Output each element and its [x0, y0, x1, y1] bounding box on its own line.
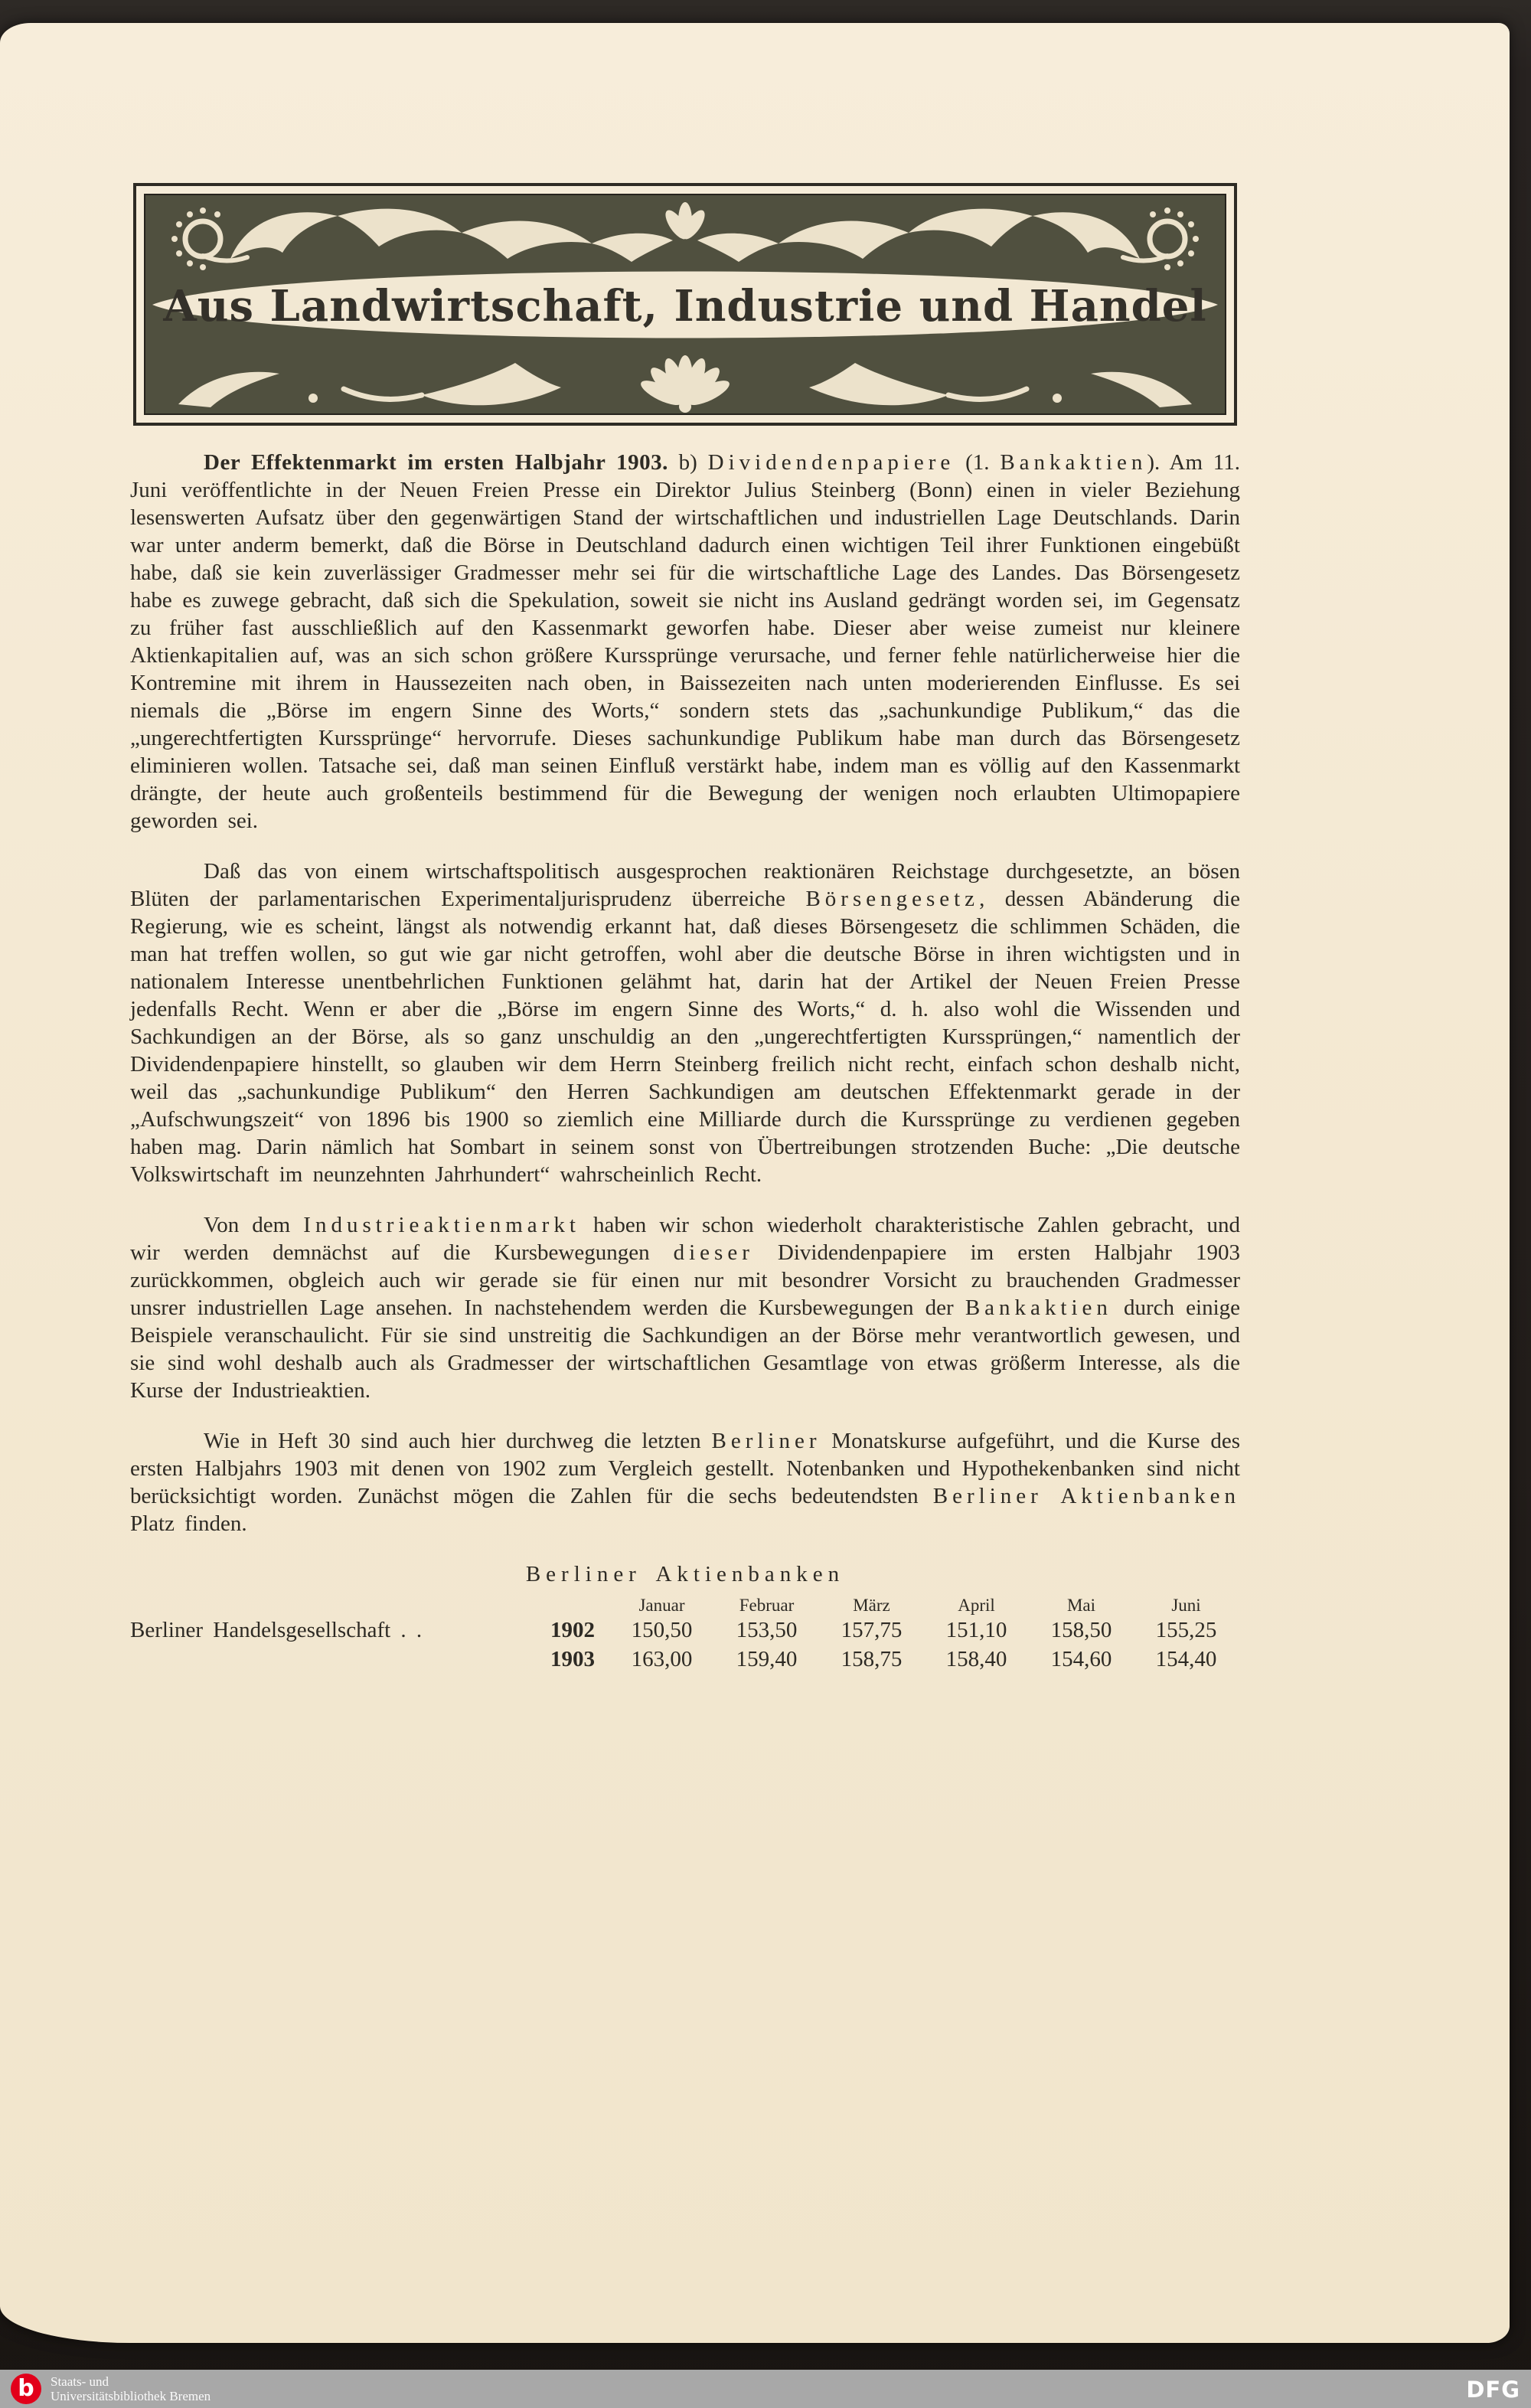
body-text-run: Von dem [204, 1213, 304, 1237]
price-value: 157,75 [841, 1618, 903, 1642]
table-title: Berliner Aktienbanken [525, 1562, 845, 1586]
body-text-run: Wie in Heft 30 sind auch hier durchweg die letzten [204, 1429, 712, 1453]
month-header: März [853, 1596, 890, 1615]
row-bank-name [130, 1645, 536, 1674]
price-value: 153,50 [736, 1618, 798, 1642]
month-header: April [958, 1596, 995, 1615]
paragraph-2 [130, 858, 1240, 1188]
row-year: 1903 [550, 1647, 595, 1671]
body-text-run: haben wir schon wiederholt charakteristische Zahlen gebracht, und wir werden demnächst auf die Kursbewegungen [130, 1213, 1241, 1265]
letterspaced-text: Berliner [711, 1429, 821, 1453]
body-text-run: Platz finden. [130, 1511, 247, 1536]
body-text-run: (1. [955, 450, 1001, 475]
body-text-run: durch einige Beispiele veranschaulicht. Für sie sind unstreitig die Sachkundigen an der Börse mehr verantwortlich gewesen, und sie sind wohl deshalb auch als Gradmesser der wirtschaftlichen Gesamtlage von etwas größerm Interesse, als die Kurse der Industrieaktien. [130, 1295, 1240, 1403]
price-value: 158,40 [945, 1647, 1007, 1671]
letterspaced-text: Bankaktien [965, 1295, 1112, 1320]
body-text-run: Daß das von einem wirtschaftspolitisch ausgesprochen reaktionären Reichstage durchgesetzte, an bösen Blüten der parlamentarischen Experimentaljurisprudenz überreiche [130, 859, 1240, 911]
month-header: Juni [1171, 1596, 1201, 1615]
price-value: 151,10 [945, 1618, 1007, 1642]
row-year: 1902 [550, 1618, 595, 1642]
price-value: 150,50 [631, 1618, 693, 1642]
book-page [0, 23, 1510, 2343]
month-header: Januar [638, 1596, 685, 1615]
price-value: 158,50 [1050, 1618, 1112, 1642]
bold-lead-text: Der Effektenmarkt im ersten Halbjahr 1903. [204, 450, 668, 475]
library-logo [11, 2374, 41, 2404]
price-value: 154,60 [1050, 1647, 1112, 1671]
letterspaced-text: dieser [673, 1240, 754, 1265]
letterspaced-text: Börsengesetz [805, 887, 980, 911]
price-value: 155,25 [1155, 1618, 1217, 1642]
kurs-table [130, 1596, 1240, 1674]
paragraph-4 [130, 1427, 1240, 1537]
paragraph-1 [130, 449, 1240, 835]
price-value: 159,40 [736, 1647, 798, 1671]
section-banner [132, 182, 1238, 426]
body-text-run: b) [668, 450, 708, 475]
article-body [130, 449, 1240, 1674]
price-value: 154,40 [1155, 1647, 1217, 1671]
library-name [51, 2374, 211, 2403]
price-table-block [130, 1560, 1240, 1674]
price-value: 163,00 [631, 1647, 693, 1671]
body-text-run: Monatskurse aufgeführt, und die Kurse des ersten Halbjahrs 1903 mit denen von 1902 zum Vergleich gestellt. Notenbanken und Hypothekenbanken sind nicht berücksichtigt worden. Zunächst mögen die Zahlen für die sechs bedeutendsten [130, 1429, 1240, 1508]
library-logo-letter: b [18, 2375, 34, 2402]
row-bank-name: Berliner Handelsgesellschaft . . [130, 1618, 423, 1642]
library-name-line2: Universitätsbibliothek Bremen [51, 2389, 211, 2403]
month-header: Februar [739, 1596, 795, 1615]
paragraph-3 [130, 1211, 1240, 1404]
library-name-line1: Staats- und [51, 2374, 109, 2389]
month-header: Mai [1066, 1596, 1096, 1615]
letterspaced-text: Bankaktien [1000, 450, 1147, 475]
body-text-run: ). Am 11. Juni veröffentlichte in der Neuen Freien Presse ein Direktor Julius Steinberg (Bonn) einen in vieler Beziehung lesenswerten Aufsatz über den gegenwärtigen Stand der wirtschaftlichen und industriellen Lage Deutschlands. Darin war unter anderm bemerkt, daß die Börse in Deutschland dadurch einen wichtigen Teil ihrer Funktionen eingebüßt habe, daß sie kein zuverlässiger Gradmesser mehr sei für die wirtschaftliche Lage des Landes. Das Börsengesetz habe es zuwege gebracht, daß sich die Spekulation, soweit sie nicht ins Ausland gedrängt worden sei, im Gegensatz zu früher fast ausschließlich auf den Kassenmarkt geworfen habe. Dieser aber weise zumeist nur kleinere Aktienkapitalien auf, was an sich schon größere Kurssprünge verursache, und ferner fehle natürlicherweise hier die Kontremine mit ihrem in Haussezeiten nach oben, in Baissezeiten nach unten moderierenden Einflusse. Es sei niemals die „Börse im engern Sinne des Worts,“ sondern stets das „sachunkundige Publikum,“ das die „ungerechtfertigten Kurssprünge“ hervorrufe. Dieses sachunkundige Publikum habe man durch das Börsengesetz eliminieren wollen. Tatsache sei, daß man seinen Einfluß verstärkt habe, indem man es völlig auf den Kassenmarkt drängte, der heute auch großenteils bestimmend für die Bewegung der wenigen noch erlaubten Ultimopapiere geworden sei. [130, 450, 1240, 833]
banner-title: Aus Landwirtschaft, Industrie und Handel [163, 281, 1207, 332]
letterspaced-text: Dividendenpapiere [707, 450, 955, 475]
body-text-run: Dividendenpapiere im ersten Halbjahr 1903 zurückkommen, obgleich auch wir gerade sie für einen nur mit besondrer Vorsicht zu brauchenden Gradmesser unsrer industriellen Lage ansehen. In nachstehendem werden die Kursbewegungen der [130, 1240, 1240, 1320]
viewer-footer [0, 2370, 1531, 2408]
price-value: 158,75 [841, 1647, 903, 1671]
letterspaced-text: Berliner Aktienbanken [932, 1484, 1240, 1508]
letterspaced-text: Industrieaktienmarkt [303, 1213, 580, 1237]
body-text-run: , dessen Abänderung die Regierung, wie es scheint, längst als notwendig erkannt hat, daß dieses Börsengesetz die schlimmen Schäden, die man hat treffen wollen, so gut wie gar nicht getroffen, wohl aber die deutsche Börse in ihren wichtigsten und in nationalem Interesse unentbehrlichen Funktionen gelähmt hat, darin hat der Artikel der Neuen Freien Presse jedenfalls Recht. Wenn er aber die „Börse im engern Sinne des Worts,“ d. h. also wohl die Wissenden und Sachkundigen an der Börse, als so ganz unschuldig an den „ungerechtfertigten Kurssprüngen,“ namentlich der Dividendenpapiere hinstellt, so glauben wir dem Herrn Steinberg freilich nicht recht, einfach schon deshalb nicht, weil das „sachunkundige Publikum“ den Herren Sachkundigen am deutschen Effektenmarkt gerade in der „Aufschwungszeit“ von 1896 bis 1900 so ziemlich eine Milliarde durch die Kurssprünge zu verdienen gegeben haben mag. Darin nämlich hat Sombart in seinem sonst von Übertreibungen strotzenden Buche: „Die deutsche Volkswirtschaft im neunzehnten Jahrhundert“ wahrscheinlich Recht. [130, 887, 1240, 1187]
dfg-logo: DFG [1466, 2377, 1520, 2403]
